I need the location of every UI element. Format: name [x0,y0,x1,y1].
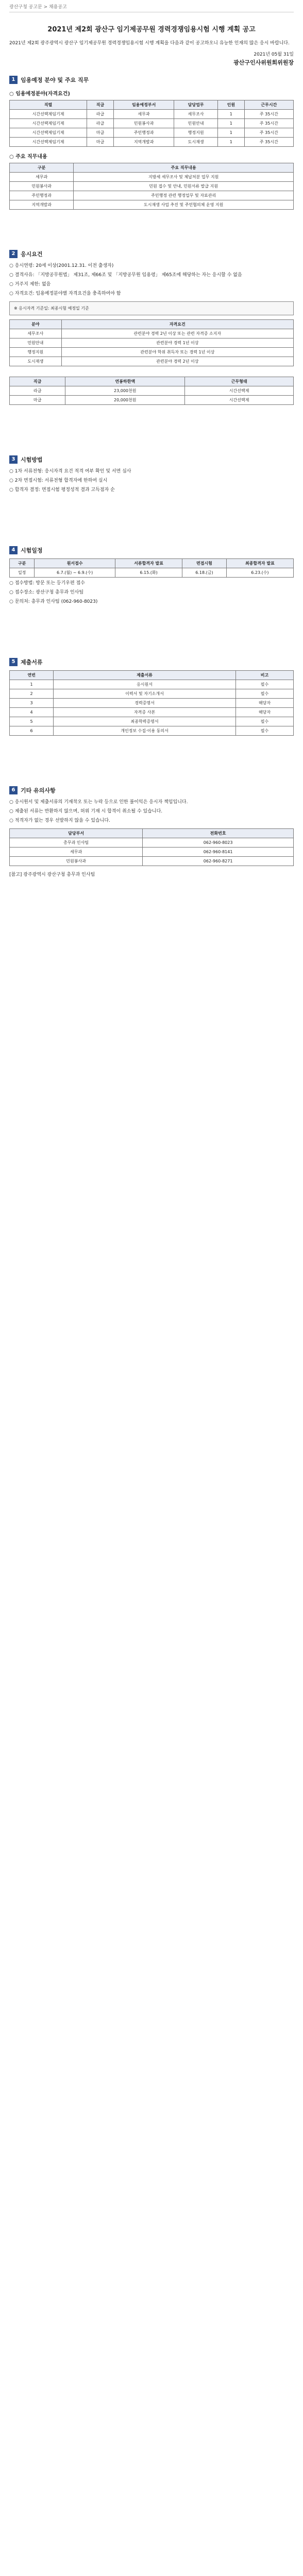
section-number: 5 [9,658,18,666]
table-cell: 세무과 [10,173,74,182]
table-row [10,357,294,366]
table-row [10,386,294,396]
table-cell: 경력증명서 [54,699,236,708]
table-cell: 주민행정과 [10,191,74,200]
table-cell: 6.18.(금) [182,568,227,578]
column-header: 자격요건 [61,320,293,329]
table-row [10,717,294,726]
section-number: 3 [9,455,18,464]
notice-box: ※ 응시자격 기준일: 최종시험 예정일 기준 [9,301,294,315]
column-header: 임용예정부서 [113,100,174,110]
table-cell: 주 35시간 [244,110,293,119]
table-row [10,396,294,405]
list-item: ○ 결격사유: 「지방공무원법」 제31조, 제66조 및 「지방공무원 임용령」 제65조에 해당하는 자는 응시할 수 없음 [9,273,242,278]
breadcrumb: 광산구청 공고문 > 채용공고 [9,0,294,12]
table-cell: 지역개발과 [113,138,174,147]
list-item: ○ 자격요건: 임용예정분야별 자격요건을 충족하여야 함 [9,291,121,296]
table-cell: 20,000천원 [65,396,185,405]
table-cell: 062-960-8271 [143,857,294,866]
table-row [10,128,294,138]
column-header: 원서접수 [35,559,115,568]
table-cell: 5 [10,717,54,726]
table-cell: 해당자 [235,699,293,708]
contact-table [9,828,294,866]
sub-heading: ○ 임용예정분야(자격요건) [9,91,70,97]
section-number: 6 [9,786,18,794]
table-cell: 세무과 [10,848,143,857]
column-header: 주요 직무내용 [74,163,294,173]
table-cell: 민원봉사과 [10,857,143,866]
table-cell: 관련분야 경력 2년 이상 또는 관련 자격증 소지자 [61,329,293,338]
section-title: 임용예정 분야 및 주요 직무 [21,77,89,83]
qualification-table [9,319,294,366]
list-item: ○ 접수방법: 방문 또는 등기우편 접수 [9,581,85,586]
table-cell: 관련분야 경력 1년 이상 [61,338,293,348]
list-item: ○ 합격자 결정: 면접시험 평정성적 결과 고득점자 순 [9,487,115,493]
table-cell: 민원안내 [10,338,62,348]
list-item: ○ 응시원서 및 제출서류의 기재착오 또는 누락 등으로 인한 불이익은 응시자 책임입니다. [9,800,188,805]
list-item: ○ 적격자가 없는 경우 선발하지 않을 수 있습니다. [9,818,110,823]
table-cell: 1 [10,680,54,689]
table-cell: 총무과 인사팀 [10,838,143,848]
table-cell: 지역개발과 [10,200,74,210]
table-cell: 2 [10,689,54,699]
section-header-4 [9,546,294,554]
list-item: ○ 2차 면접시험: 서류전형 합격자에 한하여 실시 [9,478,108,483]
table-cell: 마급 [87,128,114,138]
salary-table [9,377,294,405]
section-title: 시험일정 [21,547,43,554]
column-header: 비고 [235,671,293,680]
table-cell: 23,000천원 [65,386,185,396]
section-title: 기타 유의사항 [21,787,56,794]
table-cell: 주 35시간 [244,138,293,147]
table-row [10,191,294,200]
list-item: ○ 1차 서류전형: 응시자격 요건 적격 여부 확인 및 서면 심사 [9,469,131,474]
table-cell: 세무조사 [10,329,62,338]
table-cell: 시간선택제 [185,386,294,396]
table-cell: 시간선택제임기제 [10,138,87,147]
section-header-5 [9,658,294,666]
page-title: 2021년 제2회 광산구 임기제공무원 경력경쟁임용시험 시행 계획 공고 [47,26,256,33]
table-cell: 주 35시간 [244,119,293,128]
table-cell: 민원 접수 및 안내, 민원서류 발급 지원 [74,182,294,191]
table-cell: 도시재생 [174,138,218,147]
section-number: 4 [9,546,18,554]
column-header: 제출서류 [54,671,236,680]
table-cell: 자격증 사본 [54,708,236,717]
table-cell: 필수 [235,717,293,726]
intro-text: 2021년 제2회 광주광역시 광산구 임기제공무원 경력경쟁임용시험 시행 계획을 다음과 같이 공고하오니 유능한 인재의 많은 응시 바랍니다. [9,41,290,46]
table-cell: 6.23.(수) [226,568,293,578]
table-cell: 행정지원 [174,128,218,138]
table-cell: 도시재생 사업 추진 및 주민협의체 운영 지원 [74,200,294,210]
table-row [10,138,294,147]
table-cell: 시간선택제 [185,396,294,405]
section-title: 시험방법 [21,456,43,463]
table-row [10,329,294,338]
section-number: 1 [9,76,18,84]
table-cell: 062-960-8023 [143,838,294,848]
table-row [10,699,294,708]
column-header: 전화번호 [143,829,294,838]
column-header: 연봉하한액 [65,377,185,386]
section-number: 2 [9,250,18,258]
section-header-1 [9,76,294,84]
table-cell: 민원안내 [174,119,218,128]
section-header-3 [9,455,294,464]
schedule-table [9,558,294,578]
table-cell: 개인정보 수집·이용 동의서 [54,726,236,736]
table-row [10,848,294,857]
table-cell: 필수 [235,680,293,689]
table-cell: 도시재생 [10,357,62,366]
table-row [10,838,294,848]
table-row [10,182,294,191]
column-header: 직급 [10,377,65,386]
table-cell: 관련분야 경력 2년 이상 [61,357,293,366]
table-row [10,348,294,357]
age-requirement: ○ 응시연령: 20세 이상(2001.12.31. 이전 출생자) [9,263,114,268]
column-header: 분야 [10,320,62,329]
table-row [10,857,294,866]
footer-note: [참고] 광주광역시 광산구청 총무과 인사팀 [9,872,95,877]
table-cell: 민원봉사과 [113,119,174,128]
sub-heading: ○ 주요 직무내용 [9,154,47,160]
section-header-6 [9,786,294,794]
table-cell: 6 [10,726,54,736]
table-cell: 주민행정과 [113,128,174,138]
table-cell: 일정 [10,568,35,578]
table-cell: 062-960-8141 [143,848,294,857]
table-cell: 라급 [87,119,114,128]
table-row [10,110,294,119]
table-cell: 필수 [235,726,293,736]
table-row [10,200,294,210]
table-cell: 세무과 [113,110,174,119]
column-header: 근무시간 [244,100,293,110]
section-title: 응시요건 [21,251,43,258]
table-row [10,689,294,699]
table-row [10,680,294,689]
column-header: 연번 [10,671,54,680]
list-item: ○ 제출된 서류는 반환하지 않으며, 허위 기재 시 합격이 취소될 수 있습니다. [9,809,163,814]
table-cell: 라급 [87,110,114,119]
column-header: 구분 [10,163,74,173]
column-header: 근무형태 [185,377,294,386]
column-header: 직렬 [10,100,87,110]
table-cell: 마급 [10,396,65,405]
table-cell: 응시원서 [54,680,236,689]
column-header: 서류합격자 발표 [115,559,182,568]
duties-table [9,163,294,210]
table-cell: 1 [217,128,244,138]
table-cell: 1 [217,119,244,128]
announce-date: 2021년 05월 31일 [254,52,294,57]
column-header: 담당부서 [10,829,143,838]
table-cell: 4 [10,708,54,717]
table-row [10,708,294,717]
issuer: 광산구인사위원회위원장 [233,59,294,66]
table-row [10,726,294,736]
table-cell: 해당자 [235,708,293,717]
section-header-2 [9,250,294,258]
table-cell: 시간선택제임기제 [10,110,87,119]
table-cell: 6.7.(월) ~ 6.9.(수) [35,568,115,578]
table-cell: 세무조사 [174,110,218,119]
document [0,0,303,878]
table-cell: 라급 [10,386,65,396]
positions-table [9,100,294,147]
table-cell: 마급 [87,138,114,147]
table-cell: 민원봉사과 [10,182,74,191]
column-header: 면접시험 [182,559,227,568]
column-header: 구분 [10,559,35,568]
table-row [10,338,294,348]
table-cell: 주민행정 관련 행정업무 및 자료관리 [74,191,294,200]
table-cell: 지방세 세무조사 및 체납처분 업무 지원 [74,173,294,182]
column-header: 직급 [87,100,114,110]
list-item: ○ 접수장소: 광산구청 총무과 인사팀 [9,590,84,595]
column-header: 담당업무 [174,100,218,110]
table-cell: 최종학력증명서 [54,717,236,726]
table-cell: 시간선택제임기제 [10,128,87,138]
table-cell: 관련분야 학위 취득자 또는 경력 1년 이상 [61,348,293,357]
section-title: 제출서류 [21,659,43,666]
table-row [10,173,294,182]
table-cell: 주 35시간 [244,128,293,138]
table-cell: 시간선택제임기제 [10,119,87,128]
table-cell: 1 [217,138,244,147]
column-header: 인원 [217,100,244,110]
list-item: ○ 거주지 제한: 없음 [9,282,51,287]
table-cell: 3 [10,699,54,708]
documents-table [9,670,294,736]
list-item: ○ 문의처: 총무과 인사팀 (062-960-8023) [9,599,98,604]
table-cell: 1 [217,110,244,119]
table-row [10,568,294,578]
column-header: 최종합격자 발표 [226,559,293,568]
table-cell: 이력서 및 자기소개서 [54,689,236,699]
table-row [10,119,294,128]
table-cell: 6.15.(화) [115,568,182,578]
table-cell: 필수 [235,689,293,699]
table-cell: 행정지원 [10,348,62,357]
